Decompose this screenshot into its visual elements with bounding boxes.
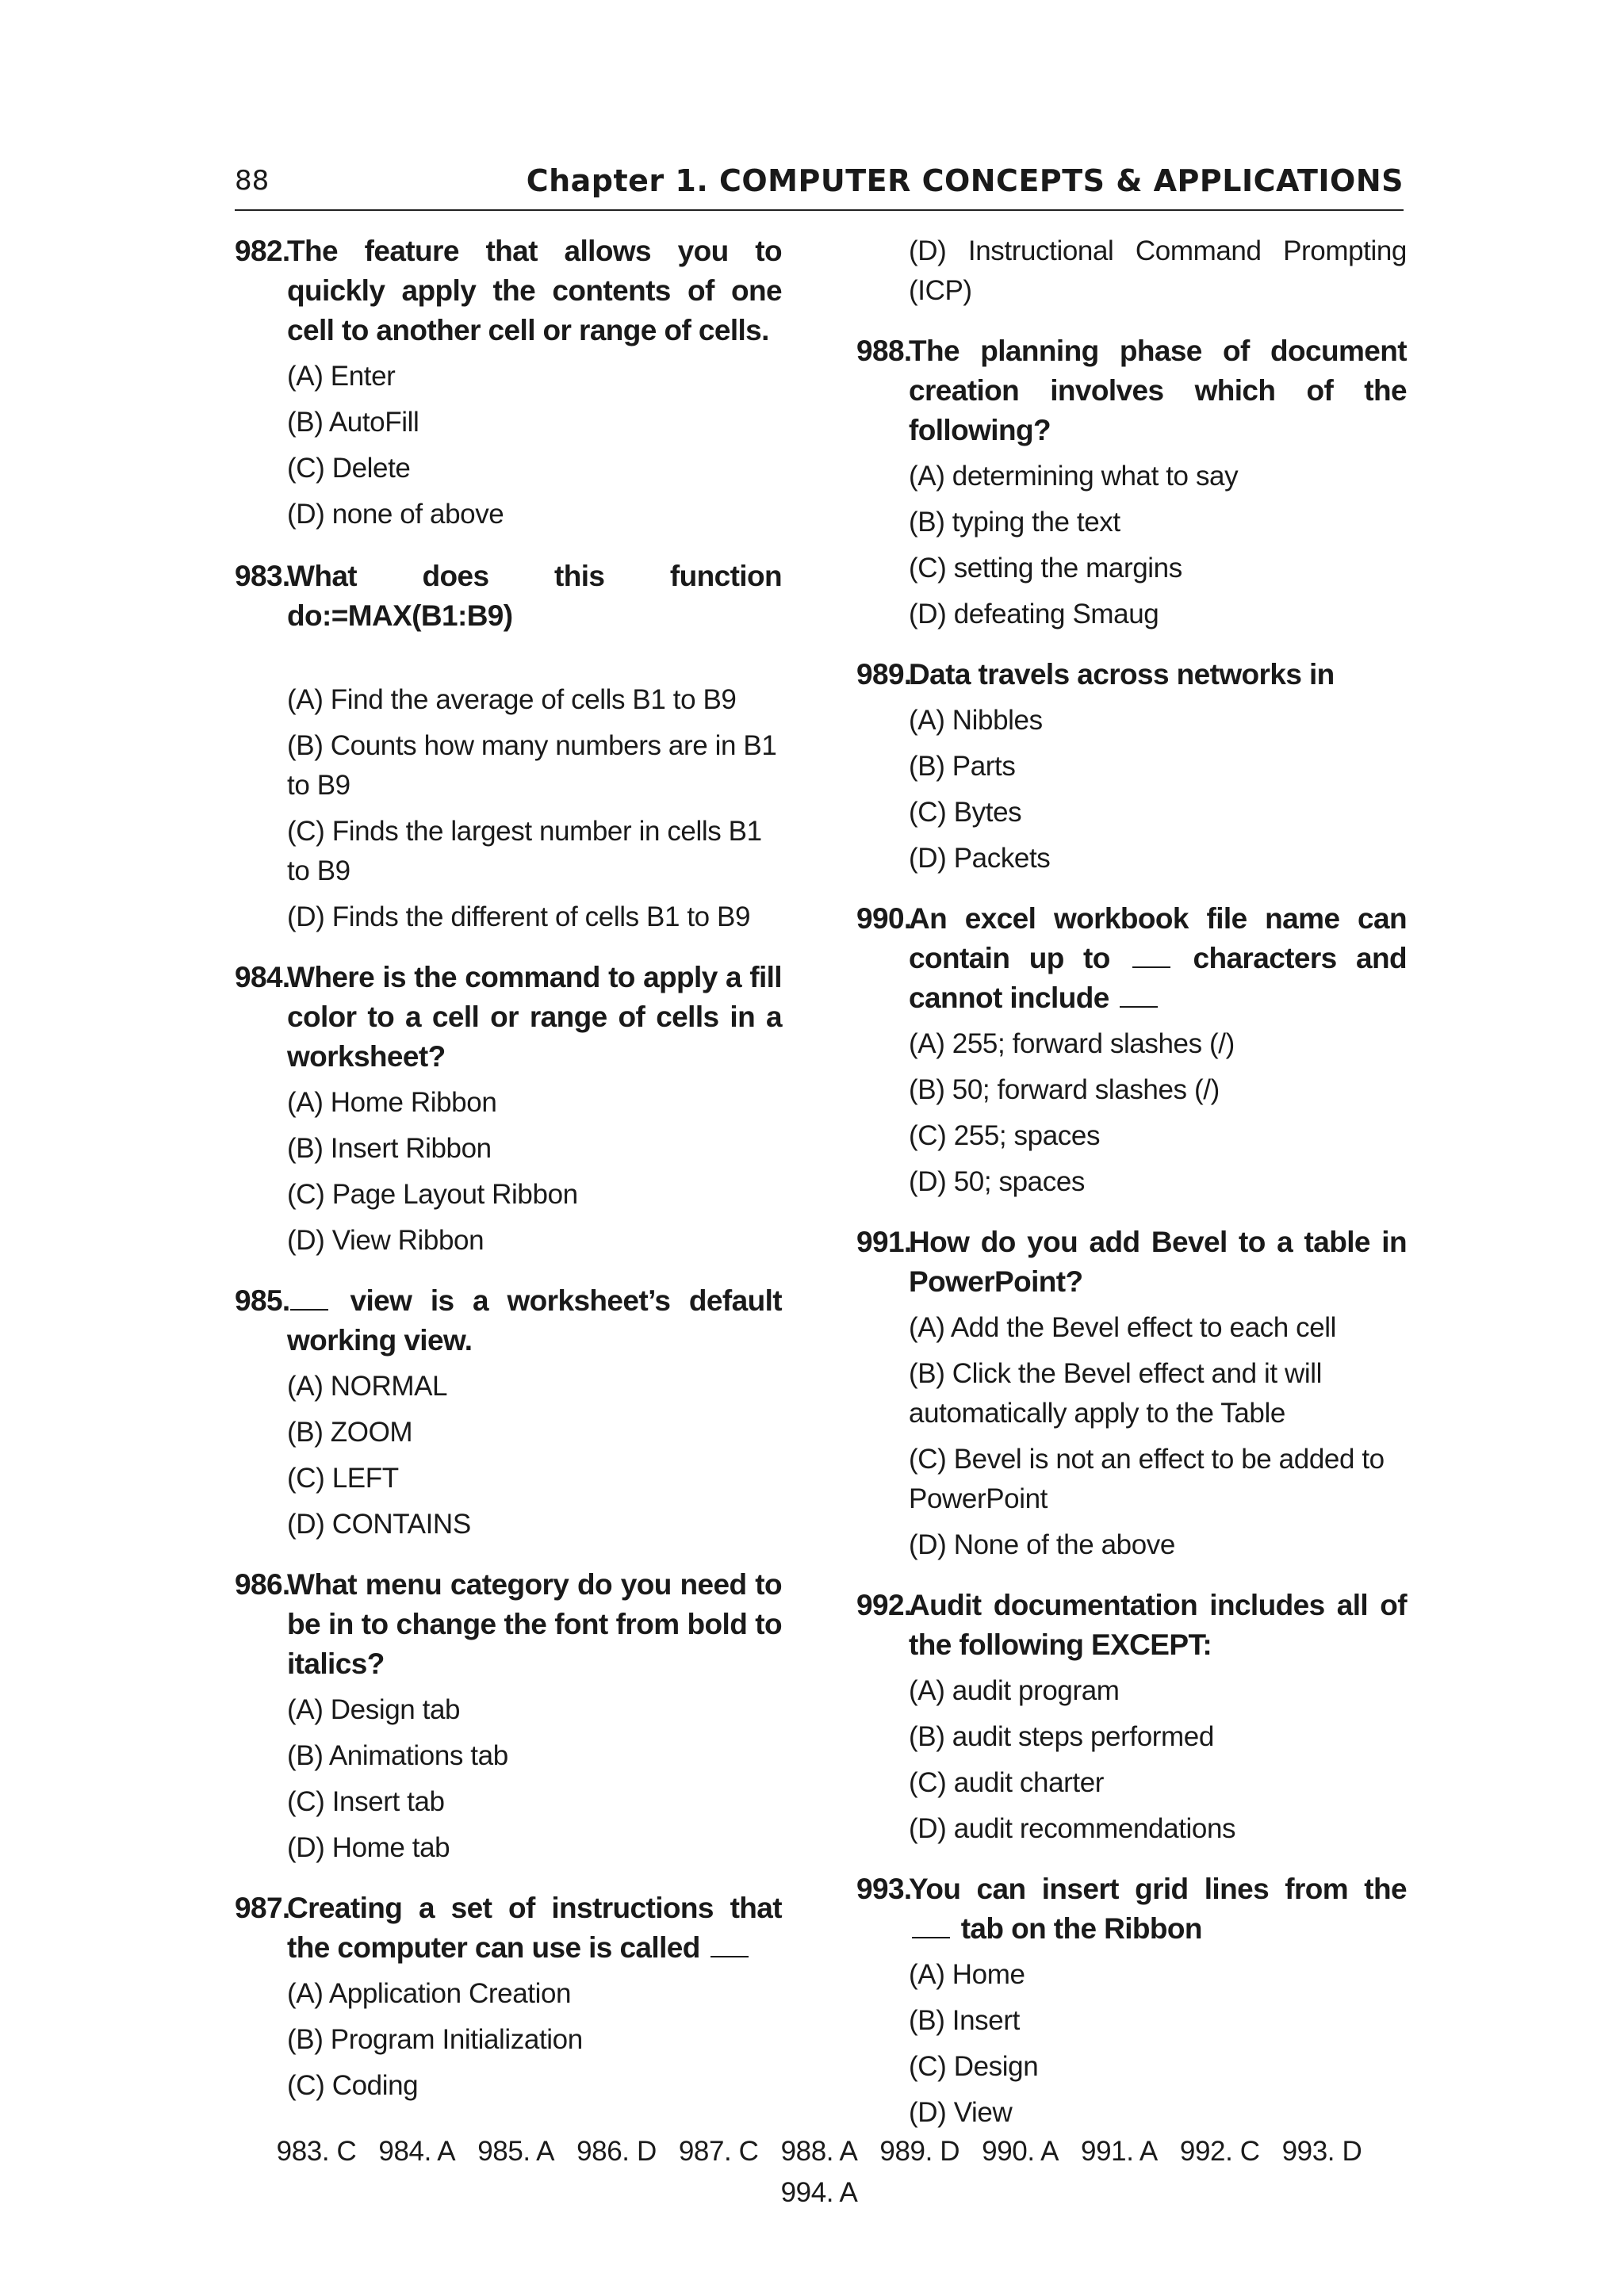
answer-984: 984. A — [378, 2136, 456, 2167]
option-c: (C) Design — [909, 2051, 1039, 2082]
question-text: The planning phase of document creation involves which of the following? — [909, 335, 1407, 446]
question-number: 984. — [235, 961, 290, 993]
question-number: 988. — [856, 335, 912, 367]
answer-986: 986. D — [576, 2136, 657, 2167]
question-987 — [235, 1888, 782, 2106]
question-989 — [856, 655, 1407, 878]
answer-key — [235, 2131, 1404, 2214]
question-983 — [235, 557, 782, 937]
answer-985: 985. A — [477, 2136, 555, 2167]
question-text: You can insert grid lines from the — [909, 1873, 1407, 1905]
chapter-title: Chapter 1. COMPUTER CONCEPTS & APPLICATIONS — [526, 163, 1404, 198]
option-a: (A) Find the average of cells B1 to B9 — [287, 684, 737, 715]
option-b: (B) AutoFill — [287, 407, 419, 438]
option-d: (D) none of above — [287, 499, 504, 530]
answer-987: 987. C — [678, 2136, 759, 2167]
option-d: (D) defeating Smaug — [909, 599, 1159, 629]
option-b: (B) Program Initialization — [287, 2024, 583, 2055]
option-d: (D) None of the above — [909, 1529, 1175, 1560]
question-title — [235, 1565, 782, 1684]
question-984 — [235, 958, 782, 1261]
question-number: 983. — [235, 560, 290, 592]
option-c: (C) 255; spaces — [909, 1120, 1101, 1151]
question-title — [235, 1281, 782, 1360]
option-b: (B) Insert — [909, 2005, 1020, 2036]
option-d: (D) 50; spaces — [909, 1166, 1085, 1197]
fill-in-blank — [912, 1916, 950, 1938]
option-c: (C) Coding — [287, 2070, 419, 2101]
option-d-continued: (D) Instructional Command Prompting (ICP) — [909, 235, 1407, 306]
question-title — [235, 557, 782, 636]
question-992 — [856, 1586, 1407, 1849]
option-a: (A) Nibbles — [909, 705, 1043, 736]
left-column — [235, 232, 782, 2126]
question-title — [856, 899, 1407, 1018]
question-number: 989. — [856, 658, 912, 691]
question-title — [856, 1586, 1407, 1665]
page-header — [235, 162, 1404, 211]
answer-988: 988. A — [780, 2136, 858, 2167]
option-d: (D) CONTAINS — [287, 1509, 471, 1540]
question-number: 991. — [856, 1226, 912, 1258]
option-d: (D) View — [909, 2097, 1013, 2128]
question-text-after: tab on the Ribbon — [960, 1912, 1202, 1945]
question-number: 992. — [856, 1589, 912, 1621]
option-b: (B) Animations tab — [287, 1740, 508, 1771]
question-number: 990. — [856, 902, 912, 935]
option-a: (A) Home Ribbon — [287, 1087, 497, 1118]
option-b: (B) Insert Ribbon — [287, 1133, 492, 1164]
question-991 — [856, 1223, 1407, 1565]
question-986 — [235, 1565, 782, 1868]
question-988 — [856, 331, 1407, 634]
answer-993: 993. D — [1281, 2136, 1362, 2167]
answer-990: 990. A — [982, 2136, 1059, 2167]
question-993 — [856, 1869, 1407, 2133]
option-c: (C) setting the margins — [909, 553, 1182, 584]
question-number: 987. — [235, 1892, 290, 1924]
option-b: (B) ZOOM — [287, 1417, 413, 1448]
question-title — [235, 1888, 782, 1968]
option-d: (D) Packets — [909, 843, 1051, 874]
option-a: (A) audit program — [909, 1675, 1120, 1706]
option-a: (A) NORMAL — [287, 1371, 448, 1402]
question-text: The feature that allows you to quickly apply the contents of one cell to another cell or range of cells. — [287, 235, 782, 346]
option-b: (B) typing the text — [909, 507, 1120, 538]
option-d: (D) audit recommendations — [909, 1813, 1236, 1844]
question-title — [856, 331, 1407, 450]
answer-983: 983. C — [276, 2136, 357, 2167]
option-a: (A) Design tab — [287, 1694, 461, 1725]
option-c: (C) audit charter — [909, 1767, 1105, 1798]
question-text: How do you add Bevel to a table in PowerPoint? — [909, 1226, 1407, 1298]
option-a: (A) Application Creation — [287, 1978, 572, 2009]
option-c: (C) LEFT — [287, 1463, 399, 1494]
option-a: (A) Add the Bevel effect to each cell — [909, 1312, 1337, 1343]
question-text: Where is the command to apply a fill color to a cell or range of cells in a worksheet? — [287, 961, 782, 1073]
question-text: Data travels across networks in — [909, 658, 1335, 691]
answer-989: 989. D — [879, 2136, 960, 2167]
question-title — [856, 655, 1407, 695]
option-a: (A) determining what to say — [909, 461, 1239, 492]
option-b: (B) Parts — [909, 751, 1016, 782]
question-number: 982. — [235, 235, 290, 267]
question-985 — [235, 1281, 782, 1544]
question-text-middle: characters and cannot include — [909, 942, 1407, 1014]
option-b: (B) Click the Bevel effect and it will automatically apply to the Table — [909, 1358, 1323, 1429]
option-d: (D) Home tab — [287, 1832, 450, 1863]
question-text: An excel workbook file name can contain up to — [909, 902, 1407, 974]
question-title — [856, 1869, 1407, 1949]
option-c: (C) Page Layout Ribbon — [287, 1179, 578, 1210]
option-c: (C) Bevel is not an effect to be added to PowerPoint — [909, 1444, 1385, 1514]
answer-992: 992. C — [1179, 2136, 1260, 2167]
question-title — [235, 232, 782, 350]
fill-in-blank — [1132, 946, 1170, 968]
right-column — [856, 232, 1407, 2153]
question-number: 986. — [235, 1568, 290, 1601]
question-text: What menu category do you need to be in to change the font from bold to italics? — [287, 1568, 782, 1680]
option-a: (A) Enter — [287, 361, 396, 392]
answer-994: 994. A — [780, 2177, 858, 2208]
page-number: 88 — [235, 165, 270, 197]
question-982 — [235, 232, 782, 534]
option-b: (B) Counts how many numbers are in B1 to B9 — [287, 730, 777, 801]
option-b: (B) 50; forward slashes (/) — [909, 1074, 1220, 1105]
fill-in-blank — [290, 1288, 328, 1311]
option-c: (C) Delete — [287, 453, 411, 484]
option-a: (A) 255; forward slashes (/) — [909, 1028, 1235, 1059]
option-c: (C) Insert tab — [287, 1786, 445, 1817]
option-d: (D) View Ribbon — [287, 1225, 485, 1256]
fill-in-blank — [710, 1935, 749, 1957]
option-a: (A) Home — [909, 1959, 1025, 1990]
option-d: (D) Finds the different of cells B1 to B9 — [287, 901, 751, 932]
question-text: view is a worksheet’s default working view. — [287, 1284, 782, 1357]
question-number: 985. — [235, 1284, 290, 1317]
question-text: What does this function do:=MAX(B1:B9) — [287, 560, 782, 632]
question-title — [856, 1223, 1407, 1302]
answer-991: 991. A — [1081, 2136, 1158, 2167]
fill-in-blank — [1120, 985, 1158, 1008]
question-text: Creating a set of instructions that the computer can use is called — [287, 1892, 782, 1964]
question-number: 993. — [856, 1873, 912, 1905]
option-c: (C) Finds the largest number in cells B1 to B9 — [287, 816, 762, 886]
question-990 — [856, 899, 1407, 1202]
option-c: (C) Bytes — [909, 797, 1022, 828]
option-b: (B) audit steps performed — [909, 1721, 1214, 1752]
question-text: Audit documentation includes all of the following EXCEPT: — [909, 1589, 1407, 1661]
question-title — [235, 958, 782, 1077]
